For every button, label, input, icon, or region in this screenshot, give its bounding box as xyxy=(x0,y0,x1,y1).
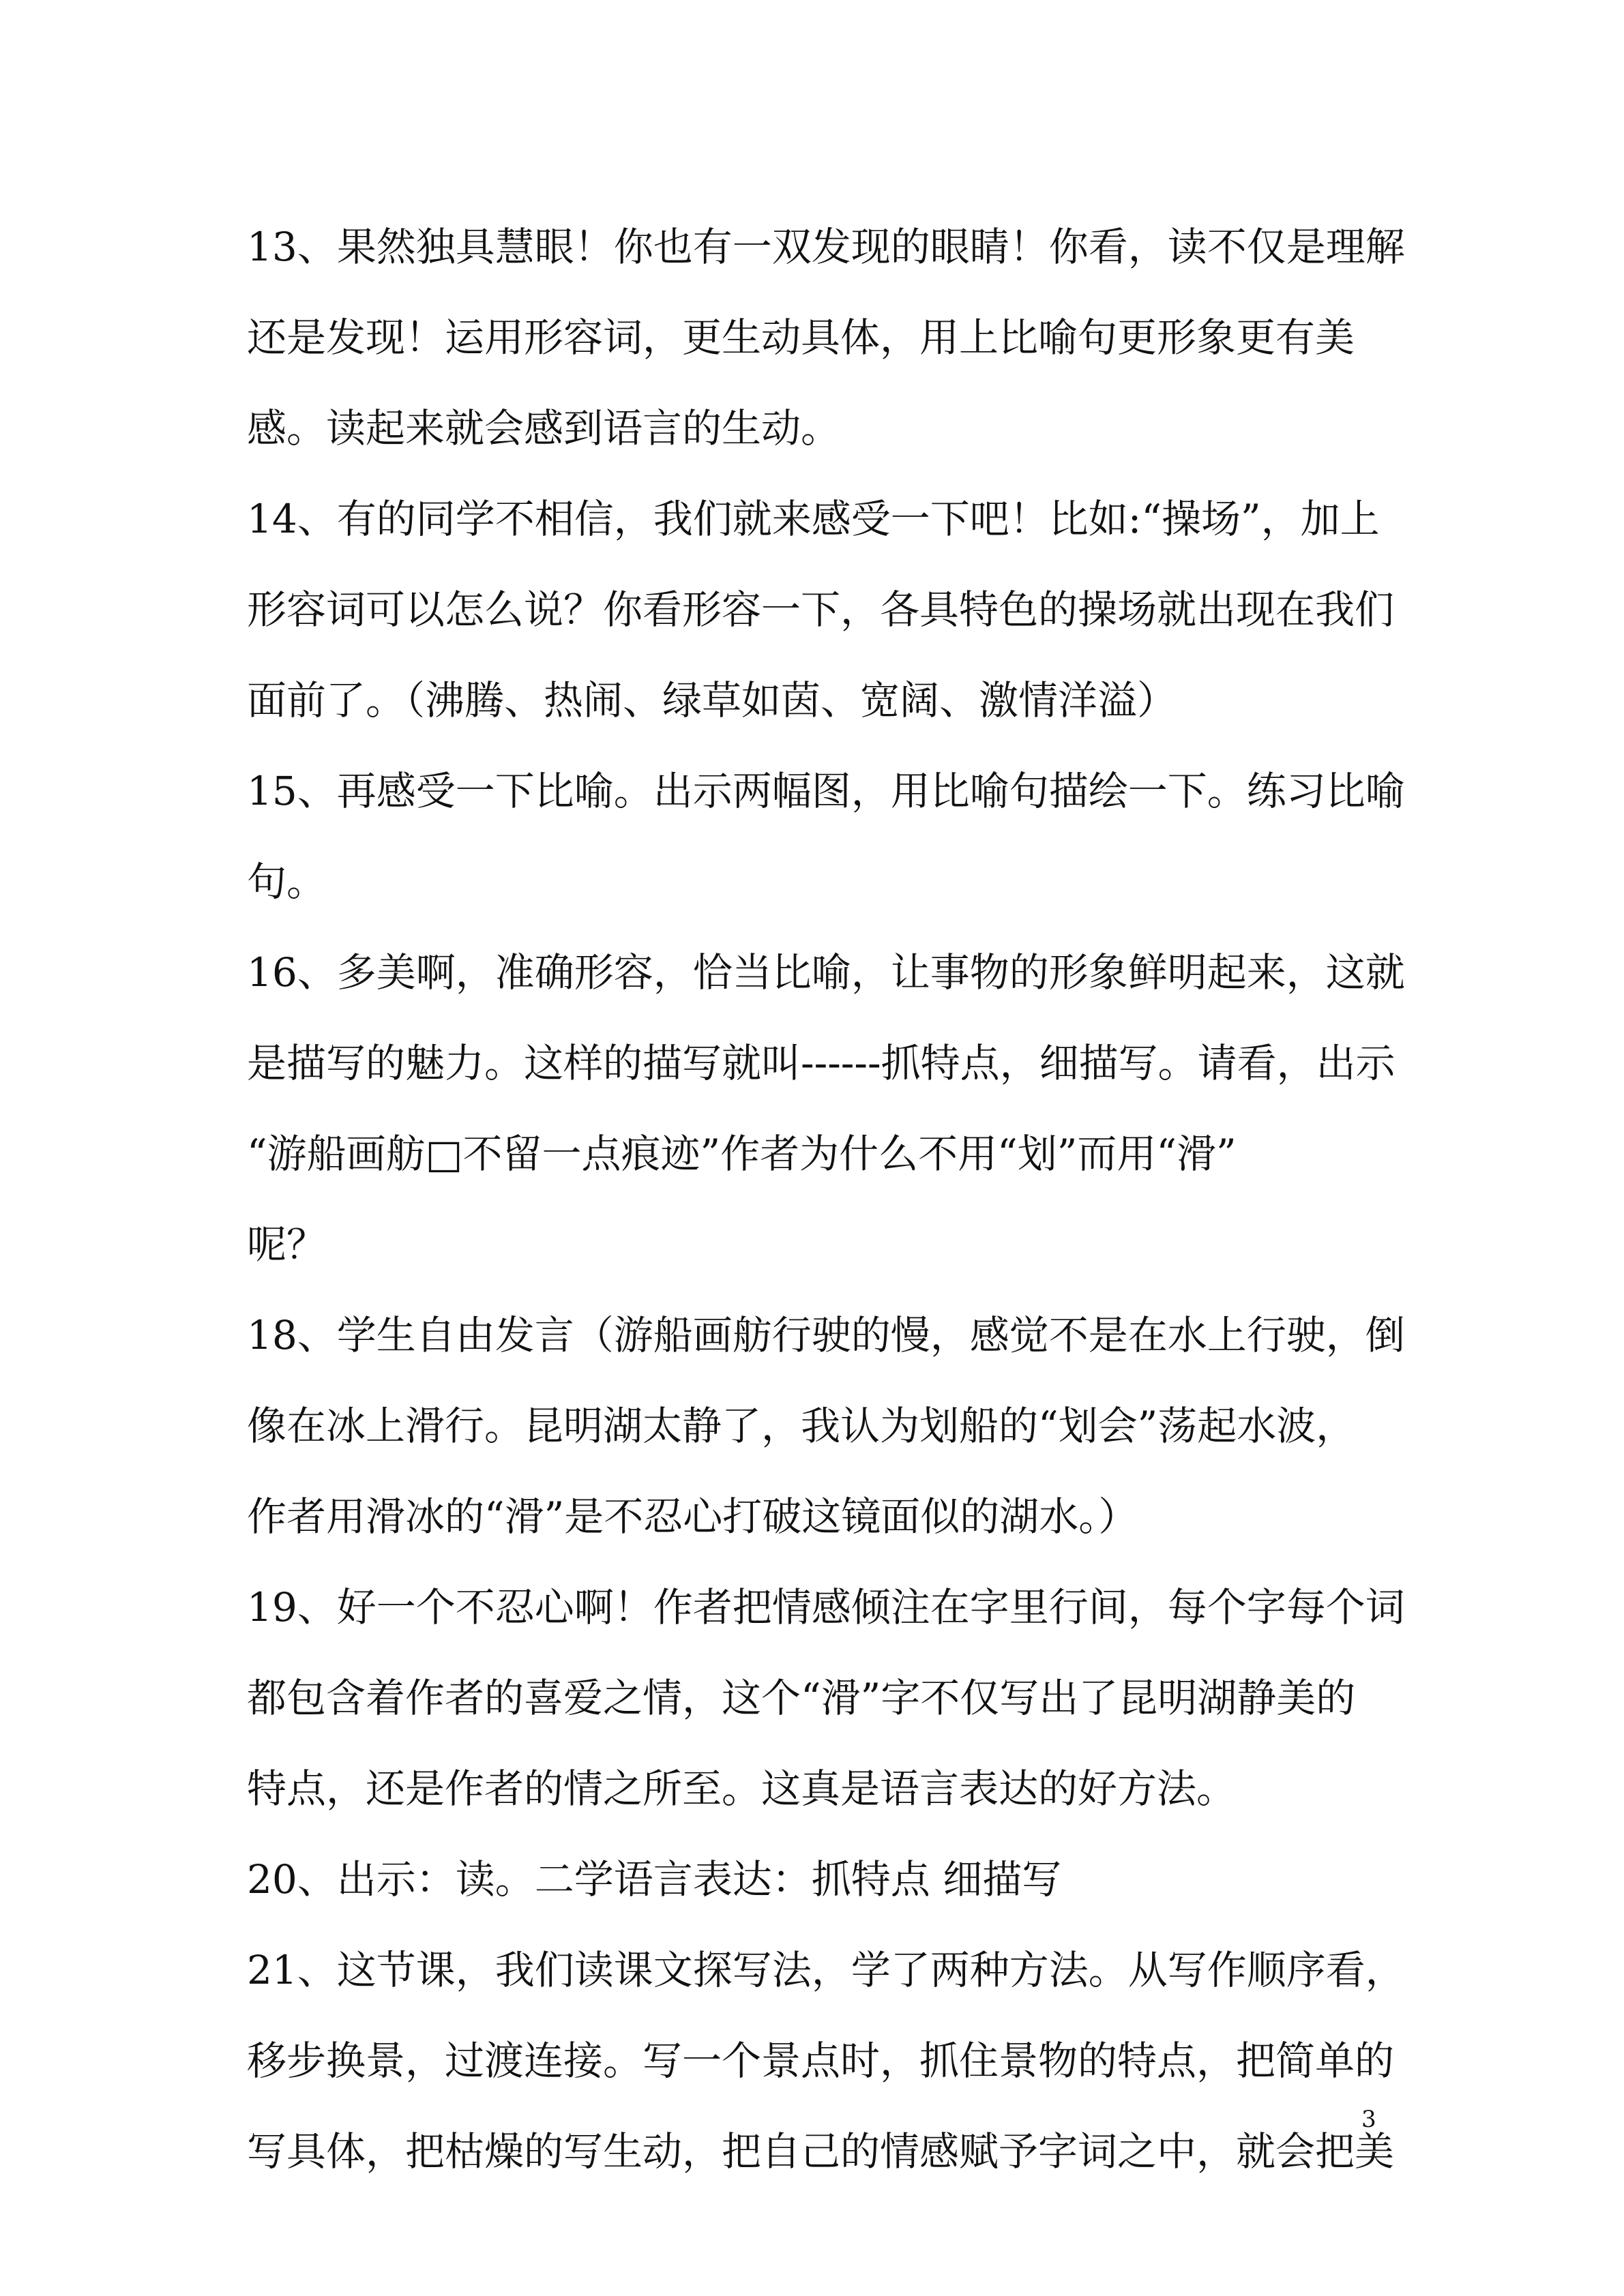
text-line: 形容词可以怎么说？你看形容一下，各具特色的操场就出现在我们 xyxy=(247,586,1395,633)
text-line: 13、果然独具慧眼！你也有一双发现的眼睛！你看，读不仅是理解 xyxy=(247,224,1405,270)
text-line: 写具体，把枯燥的写生动，把自己的情感赋予字词之中，就会把美 xyxy=(247,2128,1395,2175)
text-line: “游船画舫□不留一点痕迹”作者为什么不用“划”而用“滑” xyxy=(247,1131,1237,1177)
text-line: 20、出示：读。二学语言表达：抓特点 细描写 xyxy=(247,1856,1062,1903)
text-line: 都包含着作者的喜爱之情，这个“滑”字不仅写出了昆明湖静美的 xyxy=(247,1675,1356,1721)
text-line: 作者用滑冰的“滑”是不忍心打破这镜面似的湖水。） xyxy=(247,1493,1138,1540)
text-line: 16、多美啊，准确形容，恰当比喻，让事物的形象鲜明起来，这就 xyxy=(247,949,1405,996)
text-line: 像在冰上滑行。昆明湖太静了，我认为划船的“划会”荡起水波， xyxy=(247,1403,1356,1449)
text-line: 15、再感受一下比喻。出示两幅图，用比喻句描绘一下。练习比喻 xyxy=(247,768,1405,814)
text-line: 句。 xyxy=(247,859,327,905)
text-line: 14、有的同学不相信，我们就来感受一下吧！比如:“操场”，加上 xyxy=(247,496,1380,542)
page-number: 3 xyxy=(1361,2106,1376,2133)
text-line: 特点，还是作者的情之所至。这真是语言表达的好方法。 xyxy=(247,1765,1237,1812)
text-line: 还是发现！运用形容词，更生动具体，用上比喻句更形象更有美 xyxy=(247,314,1355,361)
text-line: 18、学生自由发言（游船画舫行驶的慢，感觉不是在水上行驶，倒 xyxy=(247,1312,1405,1358)
text-line: 移步换景，过渡连接。写一个景点时，抓住景物的特点，把简单的 xyxy=(247,2038,1395,2084)
text-line: 19、好一个不忍心啊！作者把情感倾注在字里行间，每个字每个词 xyxy=(247,1584,1405,1630)
text-line: 21、这节课，我们读课文探写法，学了两种方法。从写作顺序看， xyxy=(247,1947,1405,1993)
body-text xyxy=(247,202,1405,2197)
text-line: 面前了。（沸腾、热闹、绿草如茵、宽阔、激情洋溢） xyxy=(247,677,1177,724)
text-line: 感。读起来就会感到语言的生动。 xyxy=(247,405,841,451)
text-line: 呢？ xyxy=(247,1221,327,1268)
text-line: 是描写的魅力。这样的描写就叫------抓特点，细描写。请看，出示 xyxy=(247,1040,1396,1086)
